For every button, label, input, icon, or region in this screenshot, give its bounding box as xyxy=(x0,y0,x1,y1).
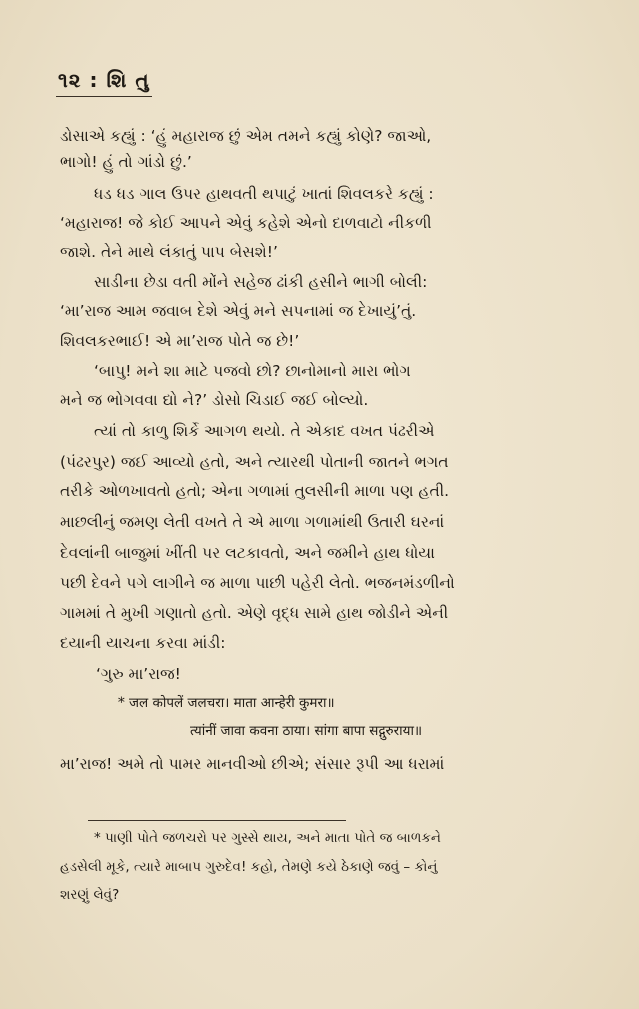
text-line: પછી દેવને પગે લાગીને જ માળા પાછી પહેરી લેતો. ભજનમંડળીનો xyxy=(60,574,455,592)
text-line: ત્યાં તો કાળુ શિર્કે આગળ થયો. તે એકાદ વખત પંઢરીએ xyxy=(94,422,435,440)
text-line: દયાની યાચના કરવા માંડી: xyxy=(60,634,226,652)
text-line: ‘મા’રાજ આમ જવાબ દેશે એવું મને સપનામાં જ દેખાયું’તું. xyxy=(60,302,417,320)
verse-line: त्यांनीं जावा कवना ठाया। सांगा बापा सद्गुरुराया॥ xyxy=(190,723,423,739)
text-line: (પંઢરપુર) જઈ આવ્યો હતો, અને ત્યારથી પોતાની જાતને ભગત xyxy=(60,453,449,471)
text-line: દેવલાંની બાજુમાં ખીંતી પર લટકાવતો, અને જમીને હાથ ધોયા xyxy=(60,544,435,562)
text-line: સાડીના છેડા વતી મોંને સહેજ ઢાંકી હસીને ભાગી બોલી: xyxy=(94,273,428,291)
text-line: મને જ ભોગવવા દ્યો ને?’ ડોસો ચિડાઈ જઈ બોલ્યો. xyxy=(60,391,369,409)
text-line: ‘બાપુ! મને શા માટે પજવો છો? છાનોમાનો મારા ભોગ xyxy=(94,362,411,380)
footnote-line: * પાણી પોતે જળચરો પર ગુસ્સે થાય, અને માતા પોતે જ બાળકને xyxy=(94,830,441,846)
footnote-rule xyxy=(88,820,346,821)
text-line: ‘મહારાજ! જે કોઈ આપને એવું કહેશે એનો દાળવાટો નીકળી xyxy=(60,214,432,232)
footnote-line: હડસેલી મૂકે, ત્યારે માબાપ ગુરુદેવ! કહો, તેમણે કયે ઠેકાણે જવું – કોનું xyxy=(60,859,438,875)
text-line: ભાગો! હું તો ગાંડો છું.’ xyxy=(60,153,192,171)
text-line: માછલીનું જમણ લેતી વખતે તે એ માળા ગળામાંથી ઉતારી ઘરનાં xyxy=(60,513,445,531)
page-header: ૧૨ : શિ તુ xyxy=(58,68,150,92)
text-line: શિવલકરભાઈ! એ મા’રાજ પોતે જ છે!’ xyxy=(60,332,300,350)
text-line: ધડ ધડ ગાલ ઉપર હાથવતી થપાટું ખાતાં શિવલકરે કહ્યું : xyxy=(94,185,434,203)
text-line: જાશે. તેને માથે લંકાતું પાપ બેસશે!’ xyxy=(60,243,278,261)
text-line: ડોસાએ કહ્યું : ‘હું મહારાજ છું એમ તમને કહ્યું કોણે? જાઓ, xyxy=(60,127,432,145)
verse-intro: ‘ગુરુ મા’રાજ! xyxy=(96,665,181,683)
text-line: તરીકે ઓળખાવતો હતો; એના ગળામાં તુલસીની માળા પણ હતી. xyxy=(60,482,450,500)
text-line: મા’રાજ! અમે તો પામર માનવીઓ છીએ; સંસાર રૂપી આ ધરામાં xyxy=(60,755,445,773)
text-line: ગામમાં તે મુખી ગણાતો હતો. એણે વૃદ્ધ સામે હાથ જોડીને એની xyxy=(60,604,449,622)
header-underline xyxy=(56,96,152,97)
verse-line: * जल कोपलें जलचरा। माता आन्हेरी कुमरा॥ xyxy=(118,695,335,711)
footnote-line: શરણું લેવું? xyxy=(60,887,120,903)
